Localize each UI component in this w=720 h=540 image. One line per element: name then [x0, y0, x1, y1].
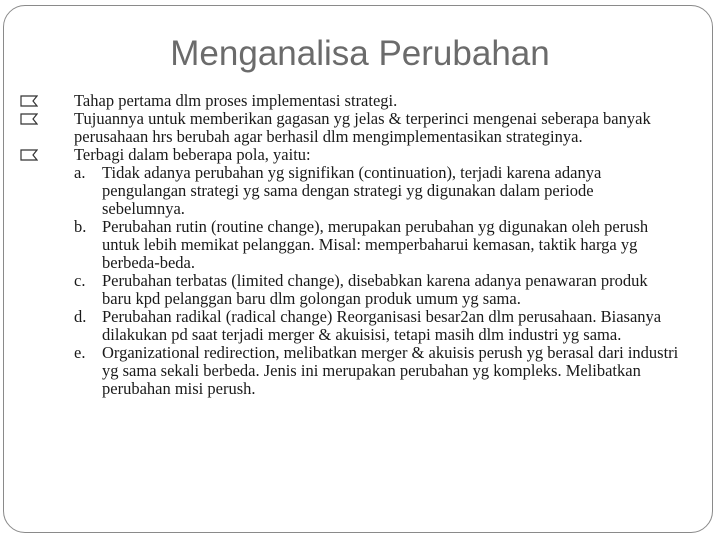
sub-item-text: Perubahan radikal (radical change) Reorganisasi besar2an dlm perusahaan. Biasanya dilakukan pd saat terjadi merger & akuisisi, tetapi masih dlm industri yg sama. [102, 307, 662, 344]
bullet-text: Tahap pertama dlm proses implementasi strategi. [74, 91, 398, 110]
sub-item-marker: e. [74, 343, 86, 362]
sub-item-c [74, 272, 680, 308]
bullet-item-1 [20, 92, 680, 110]
sub-item-marker: b. [74, 217, 87, 236]
sub-item-marker: c. [74, 271, 86, 290]
sub-item-d [74, 308, 680, 344]
bookmark-bullet-icon [20, 112, 38, 126]
sub-list [20, 164, 680, 398]
sub-item-marker: d. [74, 307, 87, 326]
sub-item-e [74, 344, 680, 398]
bullet-item-3 [20, 146, 680, 164]
slide-content [20, 92, 680, 398]
bookmark-bullet-icon [20, 148, 38, 162]
sub-item-text: Perubahan terbatas (limited change), disebabkan karena adanya penawaran produk baru kpd pelanggan baru dlm golongan produk umum yg sama. [102, 271, 648, 308]
sub-item-text: Perubahan rutin (routine change), merupakan perubahan yg digunakan oleh perush untuk lebih memikat pelanggan. Misal: memperbaharui kemasan, taktik harga yg berbeda-beda. [102, 217, 649, 272]
sub-item-text: Organizational redirection, melibatkan merger & akuisis perush yg berasal dari industri yg sama sekali berbeda. Jenis ini merupakan perubahan yg kompleks. Melibatkan perubahan misi perush. [102, 343, 679, 398]
sub-item-b [74, 218, 680, 272]
bullet-item-2 [20, 110, 680, 146]
sub-item-text: Tidak adanya perubahan yg signifikan (continuation), terjadi karena adanya pengulangan strategi yg sama dengan strategi yg digunakan dalam periode sebelumnya. [102, 163, 602, 218]
sub-item-a [74, 164, 680, 218]
bullet-text: Tujuannya untuk memberikan gagasan yg jelas & terperinci mengenai seberapa banyak perusahaan hrs berubah agar berhasil dlm mengimplementasikan strateginya. [74, 109, 651, 146]
bullet-text: Terbagi dalam beberapa pola, yaitu: [74, 145, 311, 164]
slide-title: Menganalisa Perubahan [170, 34, 550, 73]
sub-item-marker: a. [74, 163, 86, 182]
bookmark-bullet-icon [20, 94, 38, 108]
